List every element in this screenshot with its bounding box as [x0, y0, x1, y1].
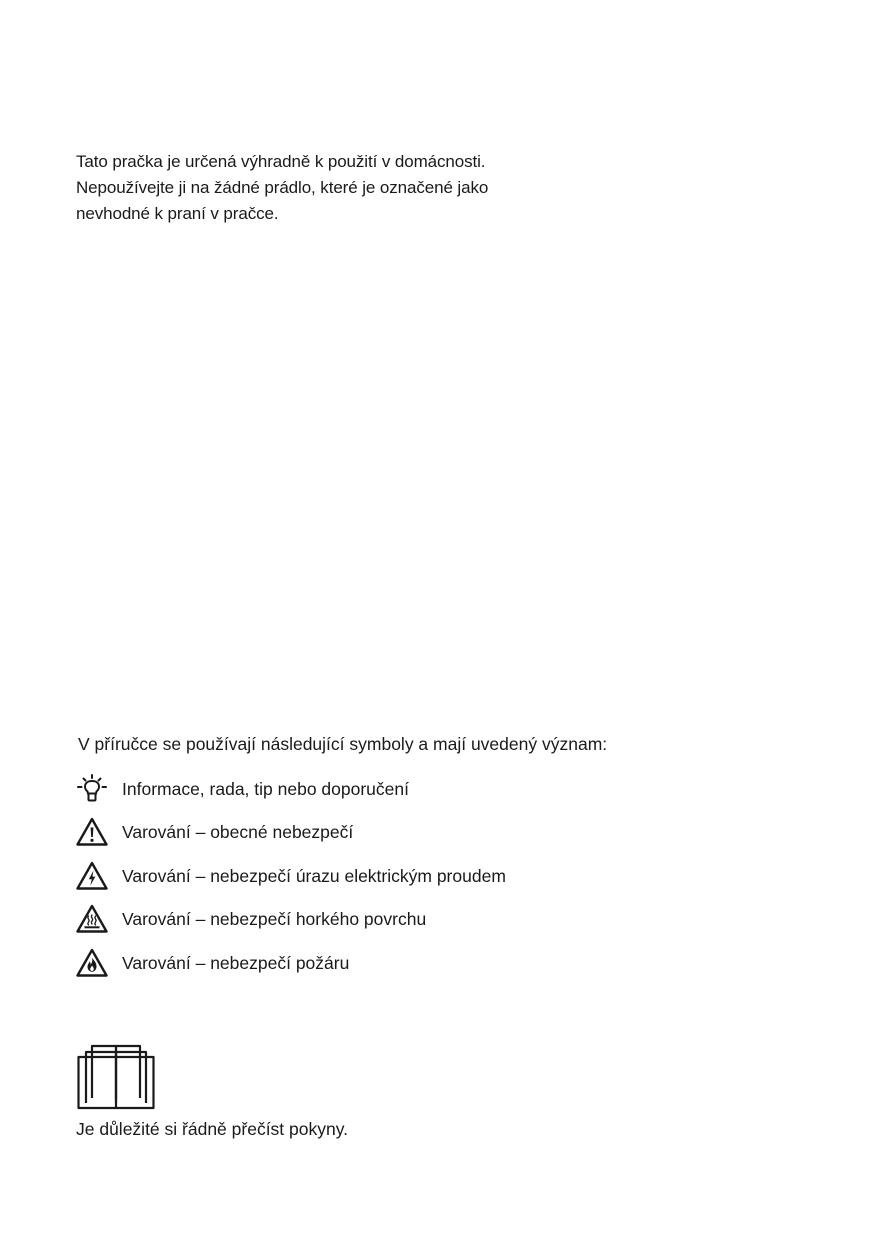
warning-hot-surface-icon	[76, 904, 108, 934]
intro-line: nevhodné k praní v pračce.	[76, 204, 279, 223]
intro-line: Tato pračka je určená výhradně k použití v domácnosti.	[76, 152, 486, 171]
symbol-row-fire-warning	[76, 948, 349, 978]
symbol-label: Varování – nebezpečí požáru	[122, 953, 350, 973]
intro-line: Nepoužívejte ji na žádné prádlo, které je označené jako	[76, 178, 489, 197]
lightbulb-icon	[76, 774, 108, 804]
symbol-label: Varování – nebezpečí horkého povrchu	[122, 909, 427, 929]
symbol-row-general-warning	[76, 817, 353, 847]
warning-electric-icon	[76, 861, 108, 891]
symbol-row-hot-surface-warning	[76, 904, 426, 934]
symbol-label: Varování – obecné nebezpečí	[122, 822, 354, 842]
open-book-icon	[77, 1044, 155, 1110]
warning-fire-icon	[76, 948, 108, 978]
symbol-row-electric-warning	[76, 861, 506, 891]
symbol-row-info	[76, 774, 409, 804]
manual-caption: Je důležité si řádně přečíst pokyny.	[76, 1119, 349, 1139]
warning-general-icon	[76, 817, 108, 847]
symbols-heading: V příručce se používají následující symboly a mají uvedený význam:	[78, 734, 608, 754]
intro-paragraph	[76, 149, 596, 227]
symbol-label: Informace, rada, tip nebo doporučení	[122, 779, 409, 799]
symbol-label: Varování – nebezpečí úrazu elektrickým proudem	[122, 866, 506, 886]
